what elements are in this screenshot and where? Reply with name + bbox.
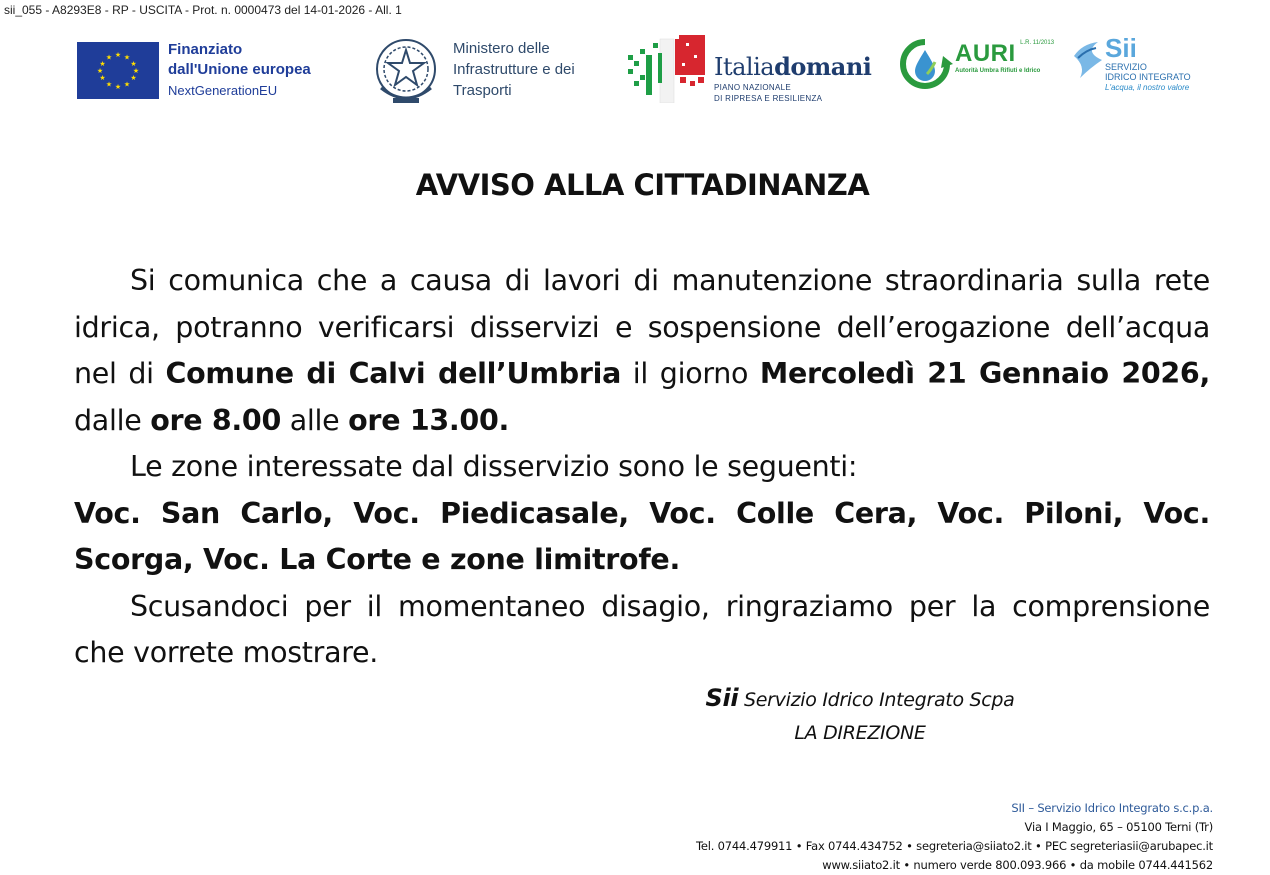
sii-wave-icon (1072, 38, 1104, 82)
footer-company: SII – Servizio Idrico Integrato s.c.p.a. (1011, 801, 1213, 815)
eu-funding-label (168, 40, 311, 102)
p1-text-4: alle (281, 403, 349, 437)
eu-flag-logo (77, 42, 159, 99)
italiadomani-label (714, 52, 871, 103)
auri-drop-icon (897, 38, 953, 90)
svg-text:★: ★ (130, 60, 137, 68)
sii-sub-1: SERVIZIO (1105, 62, 1147, 72)
italiadomani-sub-1: PIANO NAZIONALE (714, 83, 791, 92)
notice-paragraph-1 (74, 258, 1210, 444)
outage-date: Mercoledì 21 Gennaio 2026, (759, 357, 1210, 390)
sii-logo-label (1105, 34, 1191, 94)
eu-line-3: NextGenerationEU (168, 83, 278, 98)
affected-zones: Voc. San Carlo, Voc. Piedicasale, Voc. Colle Cera, Voc. Piloni, Voc. Scorga, Voc. La Corte e zone limitrofe. (74, 496, 1210, 576)
svg-text:★: ★ (96, 67, 104, 75)
svg-text:★: ★ (130, 74, 137, 82)
svg-text:★: ★ (123, 53, 131, 62)
p1-text-2: il giorno (621, 357, 760, 390)
signature-company (660, 682, 1060, 717)
svg-text:★: ★ (114, 83, 122, 91)
signature-direction: LA DIREZIONE (794, 722, 926, 744)
ministry-line-2: Infrastrutture e dei (453, 61, 575, 78)
notice-paragraph-3: Scusandoci per il momentaneo disagio, ringraziamo per la comprensione che vorrete mostrare. (74, 589, 1210, 669)
footer-contacts: Tel. 0744.479911 • Fax 0744.434752 • segreteria@siiato2.it • PEC segreteriasii@arubapec.it (696, 839, 1213, 853)
svg-text:★: ★ (105, 80, 113, 89)
svg-text:★: ★ (123, 80, 131, 89)
start-time: ore 8.00 (150, 403, 281, 437)
svg-text:★: ★ (105, 53, 113, 62)
sii-name: Sii (1105, 33, 1137, 63)
notice-body (74, 258, 1210, 677)
notice-title: AVVISO ALLA CITTADINANZA (415, 168, 870, 202)
ministry-line-1: Ministero delle (453, 40, 550, 57)
domani-word: domani (774, 52, 872, 81)
notice-paragraph-2: Le zone interessate dal disservizio sono le seguenti: (130, 450, 858, 483)
sii-tagline: L'acqua, il nostro valore (1105, 83, 1190, 92)
comune-name: Comune di Calvi dell’Umbria (165, 357, 622, 390)
italiadomani-flag-icon (628, 35, 708, 103)
eu-stars-icon (77, 42, 159, 99)
svg-text:★: ★ (132, 67, 140, 75)
end-time: ore 13.00. (348, 403, 510, 437)
eu-line-1: Finanziato (168, 41, 243, 58)
protocol-header: sii_055 - A8293E8 - RP - USCITA - Prot. n. 0000473 del 14-01-2026 - All. 1 (4, 3, 402, 17)
p1-text-1: Si comunica che a causa di lavori di manutenzione straordinaria sulla rete idrica, potranno verificarsi disservizi e sospensione dell’erogazione dell’acqua nel di (74, 264, 1210, 390)
signature-company-name: Servizio Idrico Integrato Scpa (738, 689, 1015, 711)
ministry-line-3: Trasporti (453, 82, 512, 99)
footer-web: www.siiato2.it • numero verde 800.093.966 • da mobile 0744.441562 (822, 858, 1213, 872)
italia-word: Italia (714, 53, 775, 81)
auri-subtitle: Autorità Umbra Rifiuti e Idrico (955, 68, 1041, 74)
auri-name: AURI (955, 40, 1016, 67)
auri-label (955, 40, 1054, 74)
eu-line-2: dall'Unione europea (168, 61, 311, 78)
svg-text:★: ★ (114, 51, 122, 59)
sii-sub-2: IDRICO INTEGRATO (1105, 72, 1191, 82)
svg-text:★: ★ (99, 74, 106, 82)
ministry-label (453, 38, 575, 101)
italiadomani-sub-2: DI RIPRESA E RESILIENZA (714, 94, 823, 103)
contact-footer (696, 799, 1213, 875)
signature-sii: Sii (705, 684, 739, 712)
p1-text-3: dalle (74, 403, 151, 437)
italian-republic-emblem-icon (373, 36, 439, 108)
auri-law: L.R. 11/2013 (1020, 40, 1055, 46)
italiadomani-name (714, 52, 871, 81)
svg-text:★: ★ (99, 60, 106, 68)
signature-block (660, 682, 1060, 750)
footer-address: Via I Maggio, 65 – 05100 Terni (Tr) (1024, 820, 1213, 834)
